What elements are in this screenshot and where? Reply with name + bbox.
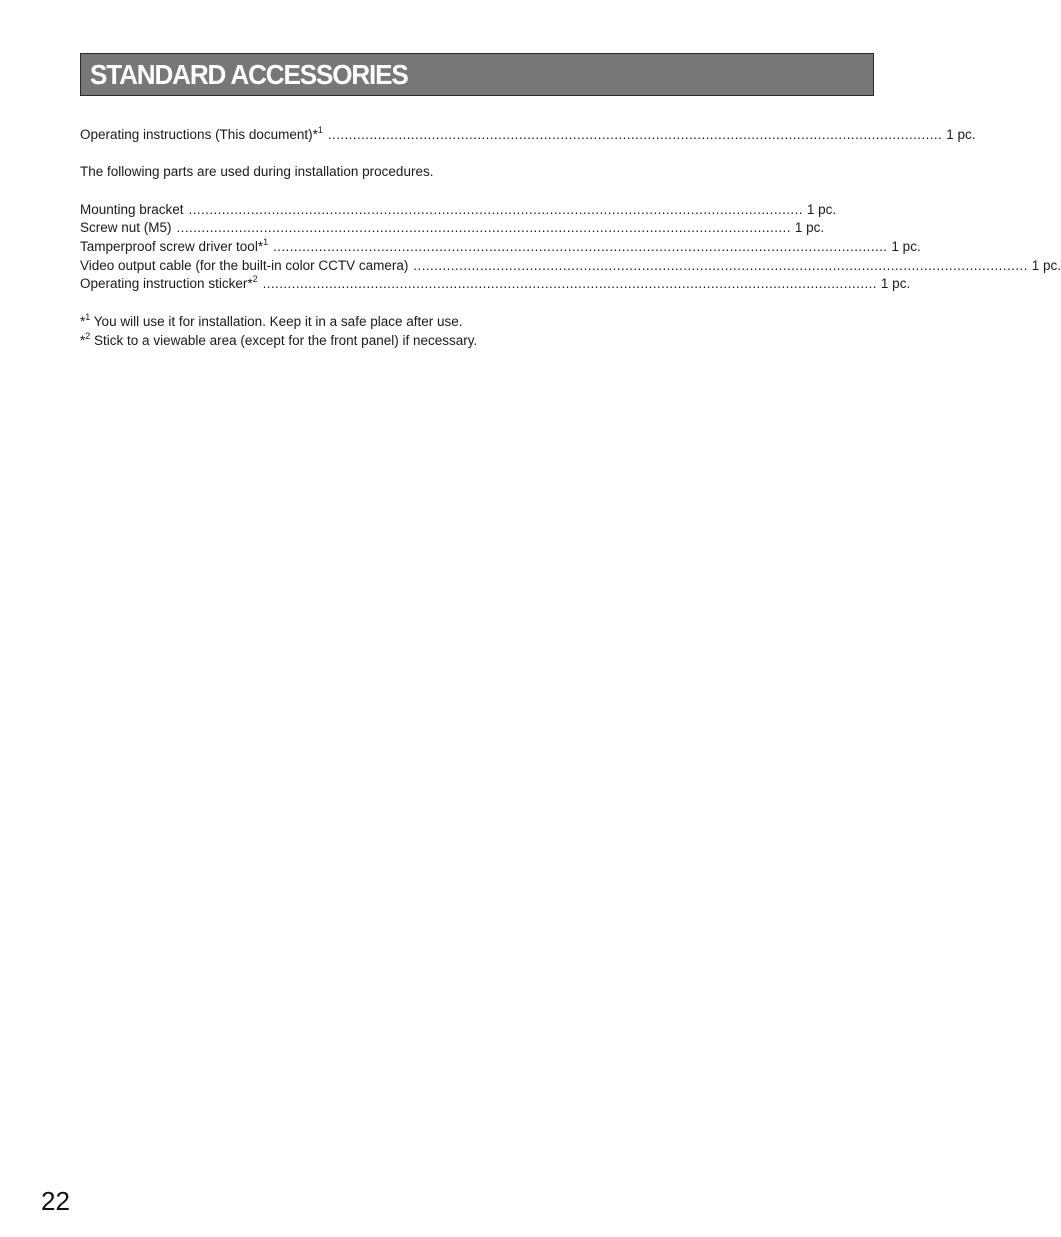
item-quantity: 1 pc. [880, 276, 911, 291]
item-quantity: 1 pc. [806, 202, 837, 217]
part-row-screw-nut [80, 219, 825, 238]
intro-text: The following parts are used during installation procedures. [80, 164, 434, 179]
item-label: Screw nut (M5) [80, 220, 172, 235]
dot-leader: .................................................................................................................................................... [176, 220, 791, 235]
item-quantity: 1 pc. [946, 127, 976, 142]
item-label: Tamperproof screw driver tool*$^1$ [80, 236, 269, 254]
item-label: Operating instructions (This document)*$^1$ [80, 124, 323, 142]
dot-leader: .................................................................................................................................................... [188, 202, 803, 217]
dot-leader: .................................................................................................................................................... [413, 258, 1028, 273]
footnote-2: *$^2$ Stick to a viewable area (except for the front panel) if necessary. [80, 330, 478, 348]
primary-item-row [80, 124, 976, 145]
part-row-tamperproof-screwdriver [80, 236, 921, 257]
section-header-bar [80, 53, 874, 96]
dot-leader: .................................................................................................................................................... [262, 276, 877, 291]
item-label: Video output cable (for the built-in color CCTV camera) [80, 258, 409, 273]
part-row-video-output-cable [80, 257, 1061, 276]
page-title: STANDARD ACCESSORIES [90, 59, 408, 90]
footnote-1: *$^1$ You will use it for installation. Keep it in a safe place after use. [80, 311, 463, 329]
item-label: Mounting bracket [80, 202, 184, 217]
item-quantity: 1 pc. [794, 220, 825, 235]
dot-leader: .................................................................................................................................................... [327, 127, 943, 142]
part-row-mounting-bracket [80, 201, 837, 220]
item-label: Operating instruction sticker*$^2$ [80, 273, 258, 291]
page-number: 22 [41, 1186, 70, 1216]
dot-leader: .................................................................................................................................................... [273, 239, 888, 254]
part-row-instruction-sticker [80, 273, 911, 294]
item-quantity: 1 pc. [1031, 258, 1061, 273]
item-quantity: 1 pc. [891, 239, 921, 254]
